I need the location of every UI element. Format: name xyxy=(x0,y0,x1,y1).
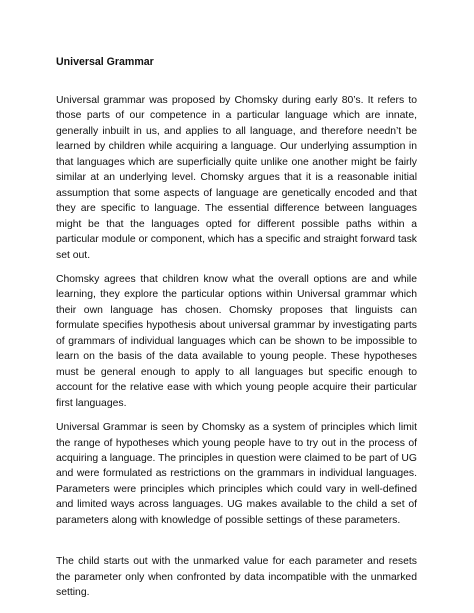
paragraph-2: Chomsky agrees that children know what the overall options are and while learning, they explore the particular options within Universal grammar which their own language has chosen. Chomsky proposes that linguists can formulate specifies hypothesis about universal grammar by investigating parts of grammars of individual languages which can be shown to be impossible to learn on the basis of the data available to young people. These hypotheses must be general enough to apply to all languages but specific enough to account for the relative ease with which young people acquire their particular first languages. xyxy=(56,273,417,409)
paragraph-4: The child starts out with the unmarked value for each parameter and resets the parameter only when confronted by data incompatible with the unmarked setting. xyxy=(56,556,417,599)
document-body xyxy=(56,55,417,610)
document-title: Universal Grammar xyxy=(56,56,154,68)
paragraph-3: Universal Grammar is seen by Chomsky as a system of principles which limit the range of hypotheses which young people have to try out in the process of acquiring a language. The principles in question were claimed to be part of UG and were formulated as restrictions on the grammars in individual languages. Parameters were principles which principles which could vary in well-defined and limited ways across languages. UG makes available to the child a set of parameters along with knowledge of possible settings of these parameters. xyxy=(56,422,417,526)
paragraph-1: Universal grammar was proposed by Chomsky during early 80’s. It refers to those parts of our competence in a particular language which are innate, generally inbuilt in us, and applies to all language, and therefore needn’t be learned by children while acquiring a language. Our underlying assumption in that languages which are superficially quite unlike one another might be fairly similar at an underlying level. Chomsky argues that it is a reasonable initial assumption that some aspects of language are genetically encoded and that they are specific to language. The essential difference between languages might be that the languages opted for different possible paths within a particular module or component, which has a specific and straight forward task set out. xyxy=(56,95,417,261)
